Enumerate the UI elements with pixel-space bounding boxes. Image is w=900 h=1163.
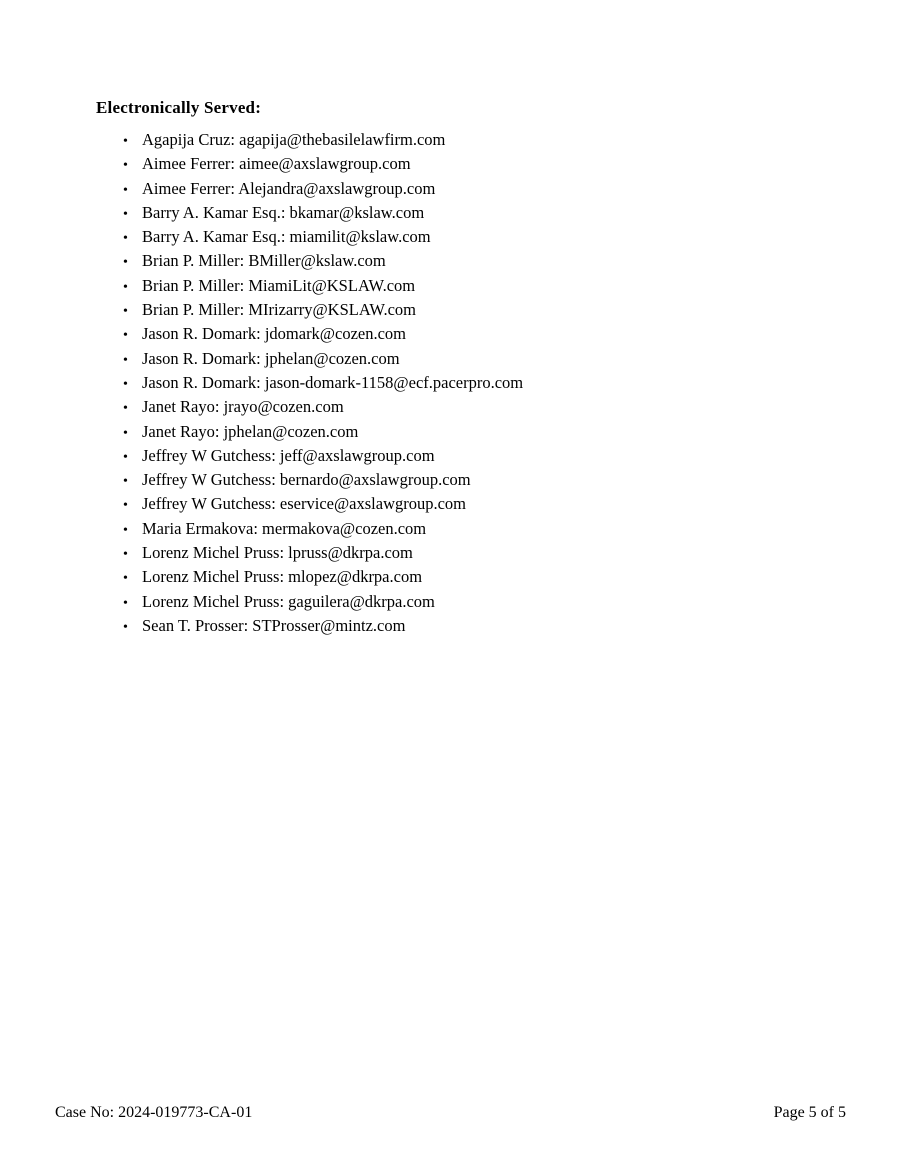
served-entry-text: Maria Ermakova: mermakova@cozen.com [142, 518, 427, 538]
list-item [123, 178, 523, 202]
bullet-icon: • [123, 595, 128, 611]
list-item [123, 615, 523, 639]
served-entry-text: Agapija Cruz: agapija@thebasilelawfirm.com [142, 130, 446, 149]
served-entry-text: Jason R. Domark: jdomark@cozen.com [142, 324, 407, 344]
bullet-icon: • [123, 182, 128, 198]
bullet-icon: • [123, 401, 128, 417]
list-item [123, 348, 523, 372]
served-entry-text: Brian P. Miller: MIrizarry@KSLAW.com [142, 300, 417, 320]
served-entry-text: Brian P. Miller: MiamiLit@KSLAW.com [142, 275, 416, 295]
bullet-icon: • [123, 449, 128, 465]
served-recipients-list [123, 129, 523, 639]
bullet-icon: • [123, 376, 128, 392]
served-entry-text: Janet Rayo: jphelan@cozen.com [142, 421, 359, 441]
page-footer [55, 1103, 846, 1123]
bullet-icon: • [123, 279, 128, 295]
bullet-icon: • [123, 134, 128, 149]
bullet-icon: • [123, 474, 128, 490]
list-item [123, 421, 523, 445]
served-entry-text: Janet Rayo: jrayo@cozen.com [142, 397, 344, 417]
served-entry-text: Aimee Ferrer: aimee@axslawgroup.com [142, 154, 411, 174]
bullet-icon: • [123, 498, 128, 514]
served-entry-text: Barry A. Kamar Esq.: miamilit@kslaw.com [142, 227, 431, 247]
served-entry-text: Jason R. Domark: jason-domark-1158@ecf.pacerpro.com [142, 372, 524, 392]
bullet-icon: • [123, 255, 128, 271]
list-item [123, 250, 523, 274]
served-entry-text: Aimee Ferrer: Alejandra@axslawgroup.com [142, 178, 436, 198]
bullet-icon: • [123, 571, 128, 587]
case-number: Case No: 2024-019773-CA-01 [55, 1104, 253, 1121]
list-item [123, 591, 523, 615]
served-entry-text: Jeffrey W Gutchess: eservice@axslawgroup.com [142, 494, 467, 514]
bullet-icon: • [123, 619, 128, 635]
served-entry-text: Brian P. Miller: BMiller@kslaw.com [142, 251, 386, 271]
bullet-icon: • [123, 547, 128, 563]
bullet-icon: • [123, 425, 128, 441]
list-item [123, 469, 523, 493]
served-entry-text: Jason R. Domark: jphelan@cozen.com [142, 348, 400, 368]
list-item [123, 275, 523, 299]
served-entry-text: Barry A. Kamar Esq.: bkamar@kslaw.com [142, 202, 425, 222]
list-item [123, 226, 523, 250]
list-item [123, 202, 523, 226]
bullet-icon: • [123, 206, 128, 222]
list-item [123, 493, 523, 517]
list-item [123, 396, 523, 420]
bullet-icon: • [123, 328, 128, 344]
list-item [123, 566, 523, 590]
page-number: Page 5 of 5 [773, 1104, 846, 1121]
bullet-icon: • [123, 304, 128, 320]
served-entry-text: Jeffrey W Gutchess: bernardo@axslawgroup.com [142, 470, 471, 490]
bullet-icon: • [123, 158, 128, 174]
list-item [123, 542, 523, 566]
list-item [123, 518, 523, 542]
served-entry-text: Lorenz Michel Pruss: gaguilera@dkrpa.com [142, 591, 435, 611]
list-item [123, 445, 523, 469]
list-item [123, 323, 523, 347]
list-item [123, 153, 523, 177]
list-item [123, 372, 523, 396]
bullet-icon: • [123, 522, 128, 538]
electronically-served-heading: Electronically Served: [96, 98, 262, 117]
bullet-icon: • [123, 231, 128, 247]
served-entry-text: Sean T. Prosser: STProsser@mintz.com [142, 615, 406, 635]
served-entry-text: Lorenz Michel Pruss: mlopez@dkrpa.com [142, 567, 423, 587]
served-entry-text: Jeffrey W Gutchess: jeff@axslawgroup.com [142, 445, 435, 465]
served-entry-text: Lorenz Michel Pruss: lpruss@dkrpa.com [142, 543, 413, 563]
bullet-icon: • [123, 352, 128, 368]
list-item [123, 129, 523, 153]
list-item [123, 299, 523, 323]
